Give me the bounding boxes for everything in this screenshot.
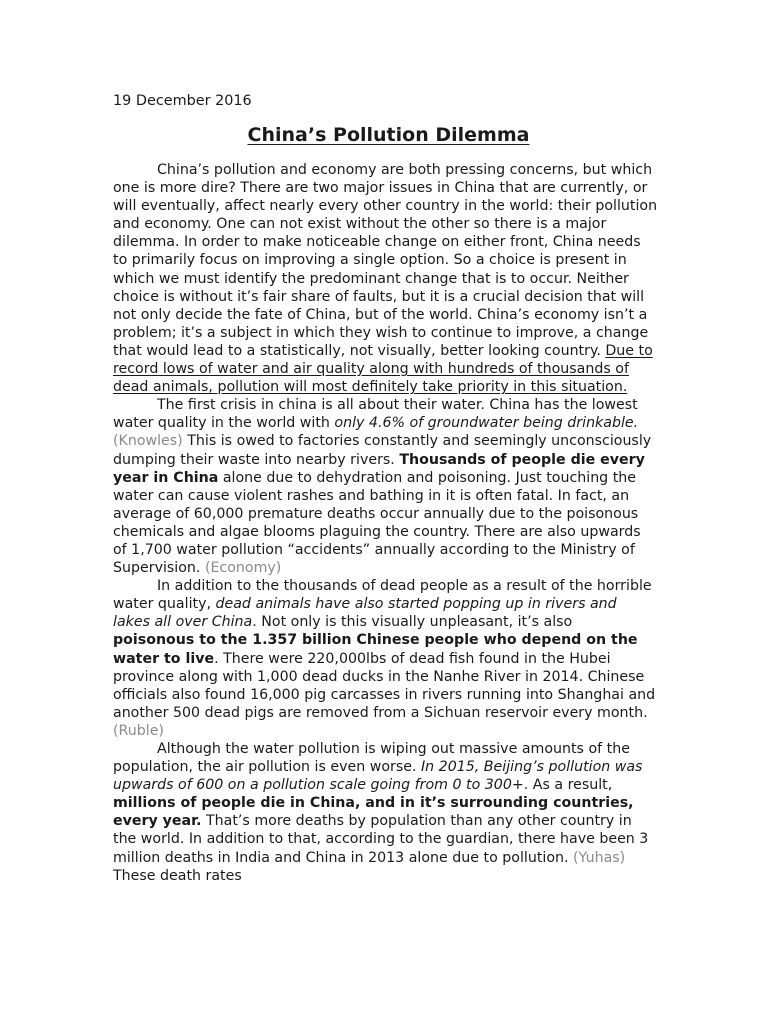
paragraph-1-text: China’s pollution and economy are both pressing concerns, but which one is more dire? There are two major issues in China that are currently, or will eventually, affect nearly every other country in the world: their pollution and economy. One can not exist without the other so there is a major dilemma. In order to make noticeable change on either front, China needs to primarily focus on improving a single option. So a choice is present in which we must identify the predominant change that is to occur. Neither choice is without it’s fair share of faults, but it is a crucial decision that will not only decide the fate of China, but of the world. China’s economy isn’t a problem; it’s a subject in which they wish to continue to improve, a change that would lead to a statistically, not visually, better looking country. (113, 162, 658, 359)
paragraph-4-bold: millions of people die in China, and in it’s surrounding countries, every year. (113, 795, 634, 830)
paragraph-4-italic: In 2015, Beijing’s pollution was upwards of 600 on a pollution scale going from 0 to 300+ (113, 759, 643, 794)
paragraph-3-text-e: . There were 220,000lbs of dead fish found in the Hubei province along with 1,000 dead ducks in the Nanhe River in 2014. Chinese officials also found 16,000 pig carcasses in rivers running into Shanghai and another 500 dead pigs are removed from a Sichuan reservoir every month. (113, 650, 656, 721)
paragraph-3-text-a: In addition to the thousands of dead people as a result of the horrible water quality, (113, 578, 652, 613)
document-date: 19 December 2016 (113, 93, 252, 109)
paragraph-2-bold: Thousands of people die every year in China (113, 451, 645, 486)
paragraph-2-text-c: This is owed to factories constantly and seemingly unconsciously dumping their waste into nearby rivers. (113, 433, 652, 468)
paragraph-4 (113, 740, 658, 885)
citation-knowles: (Knowles) (113, 433, 183, 450)
paragraph-1 (113, 161, 658, 396)
paragraph-2-text-a: The first crisis in china is all about their water. China has the lowest water quality in the world with (113, 397, 638, 432)
document-title: China’s Pollution Dilemma (247, 124, 530, 146)
paragraph-3-text-c: . Not only is this visually unpleasant, it’s also (252, 614, 573, 631)
citation-economy: (Economy) (204, 560, 282, 577)
paragraph-2-text-e: alone due to dehydration and poisoning. Just touching the water can cause violent rashes and bathing in it is often fatal. In fact, an average of 60,000 premature deaths occur annually due to the poisonous chemicals and algae blooms plaguing the country. There are also upwards of 1,700 water pollution “accidents” annually according to the Ministry of Supervision. (113, 469, 641, 577)
paragraph-2 (113, 396, 658, 577)
citation-yuhas: (Yuhas) (573, 849, 626, 866)
paragraph-4-text-c: . As a result, (523, 777, 613, 794)
paragraph-4-text-e: That’s more deaths by population than any other country in the world. In addition to that, according to the guardian, there have been 3 million deaths in India and China in 2013 alone due to pollution. (113, 813, 649, 866)
citation-ruble: (Ruble) (113, 722, 164, 739)
paragraph-3-bold: poisonous to the 1.357 billion Chinese people who depend on the water to live (113, 632, 638, 667)
document-page (113, 92, 658, 885)
paragraph-4-text-a: Although the water pollution is wiping out massive amounts of the population, the air pollution is even worse. (113, 741, 630, 776)
paragraph-2-italic: only 4.6% of groundwater being drinkable. (334, 415, 639, 432)
paragraph-4-text-f: These death rates (113, 867, 242, 884)
paragraph-3 (113, 577, 658, 740)
thesis-statement: Due to record lows of water and air quality along with hundreds of thousands of dead animals, pollution will most definitely take priority in this situation. (113, 342, 653, 396)
paragraph-3-italic: dead animals have also started popping up in rivers and lakes all over China (113, 596, 617, 631)
